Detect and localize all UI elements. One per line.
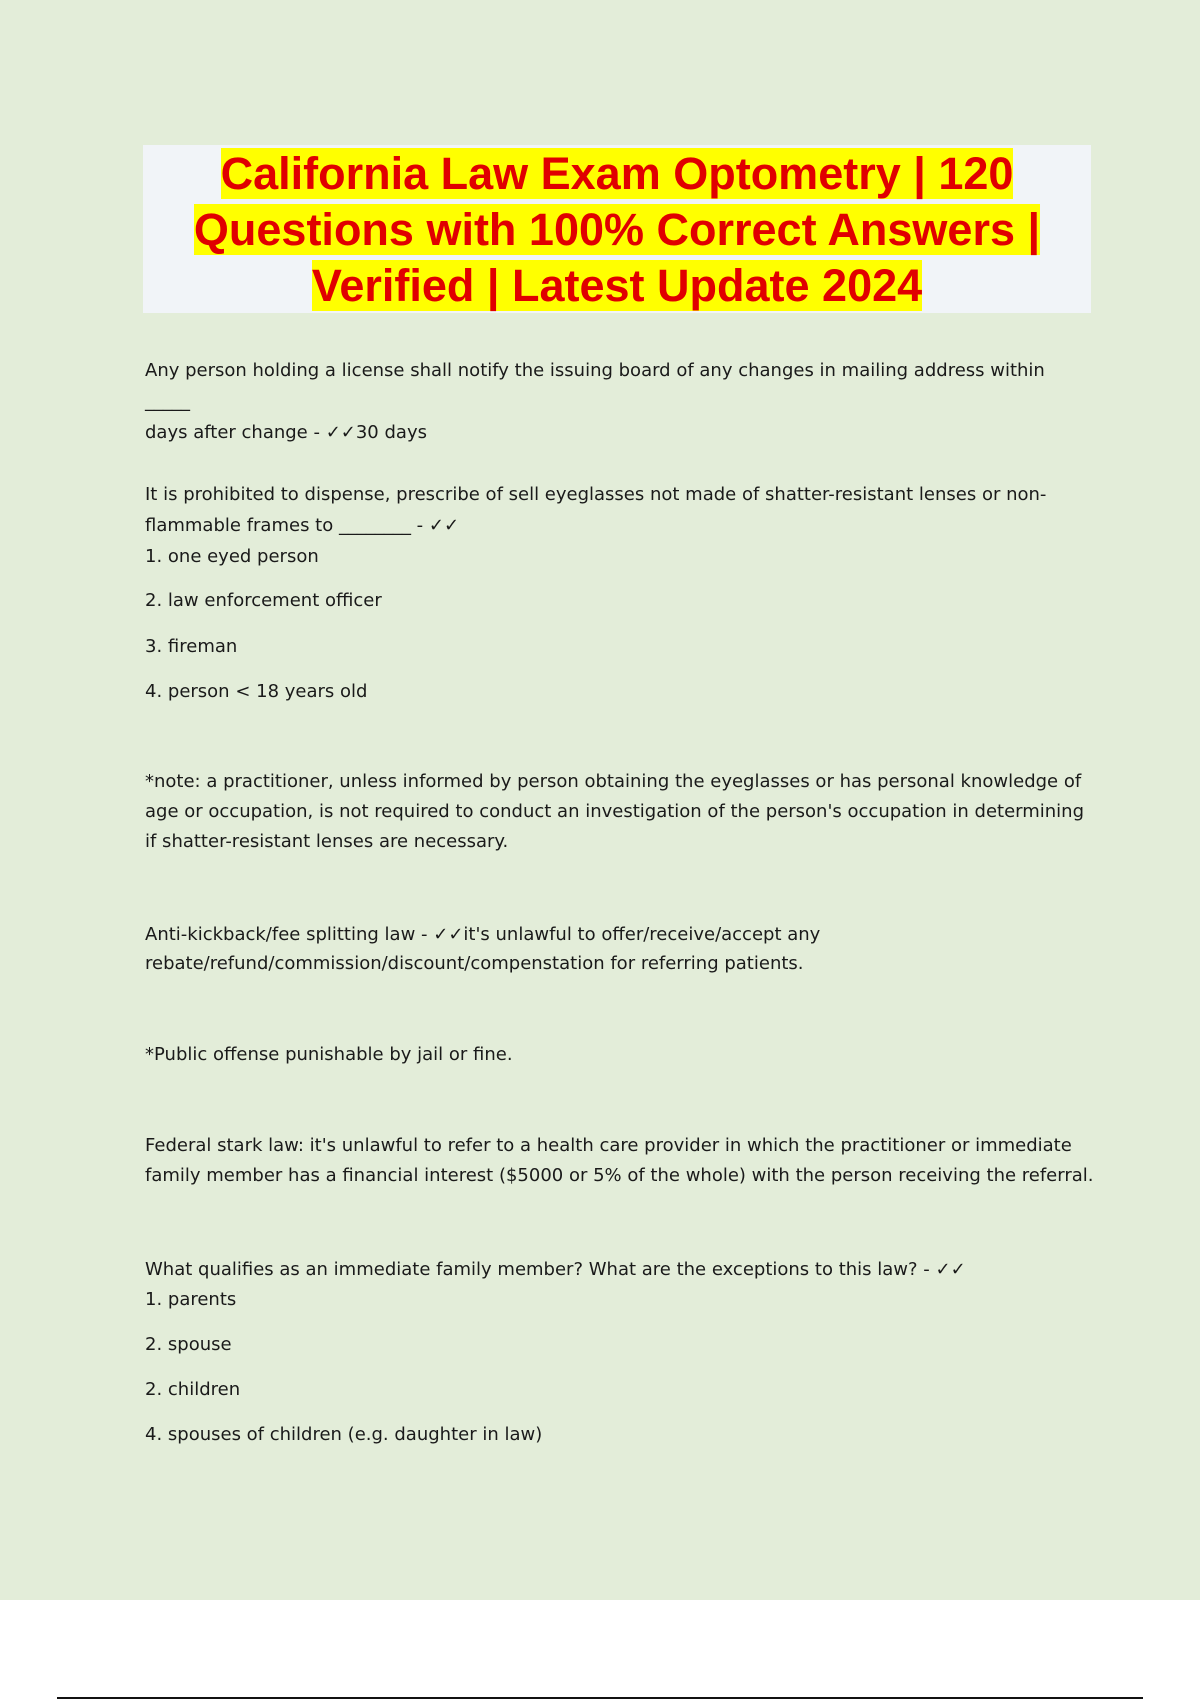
- footer-divider: [57, 1697, 1143, 1699]
- question-line: family member has a financial interest ($5000 or 5% of the whole) with the person receiving the referral.: [145, 1165, 1094, 1186]
- title-line-3: Verified | Latest Update 2024: [311, 260, 923, 311]
- list-item: 2. spouse: [145, 1334, 232, 1355]
- document-title: [143, 145, 1091, 313]
- list-item: 1. parents: [145, 1289, 237, 1310]
- question-line: It is prohibited to dispense, prescribe of sell eyeglasses not made of shatter-resistant lenses or non-: [145, 484, 1047, 505]
- list-item: 2. law enforcement officer: [145, 590, 382, 611]
- question-family-member: [145, 1254, 1095, 1285]
- question-line: Anti-kickback/fee splitting law - ✓✓it's unlawful to offer/receive/accept any: [145, 924, 821, 945]
- note-line: age or occupation, is not required to conduct an investigation of the person's occupation in determining: [145, 801, 1085, 822]
- question-stark-law: [145, 1131, 1095, 1191]
- question-line: days after change - ✓✓30 days: [145, 422, 427, 443]
- note-line: if shatter-resistant lenses are necessary.: [145, 831, 509, 852]
- question-address-change: [145, 355, 1095, 448]
- note-line: *note: a practitioner, unless informed by person obtaining the eyeglasses or has personal knowledge of: [145, 771, 1082, 792]
- title-line-1: California Law Exam Optometry | 120: [220, 148, 1014, 199]
- question-line: What qualifies as an immediate family member? What are the exceptions to this law? - ✓✓: [145, 1259, 966, 1280]
- list-item: 4. spouses of children (e.g. daughter in law): [145, 1424, 543, 1445]
- question-line: rebate/refund/commission/discount/compenstation for referring patients.: [145, 953, 804, 974]
- question-line: flammable frames to ________ - ✓✓: [145, 515, 460, 536]
- question-line: Any person holding a license shall notify the issuing board of any changes in mailing address within _____: [145, 360, 1045, 412]
- list-item: 1. one eyed person: [145, 546, 319, 567]
- question-line: Federal stark law: it's unlawful to refer to a health care provider in which the practitioner or immediate: [145, 1135, 1072, 1156]
- note-public-offense: [145, 1039, 1095, 1070]
- list-item: 2. children: [145, 1379, 241, 1400]
- question-anti-kickback: [145, 920, 1095, 978]
- note-line: *Public offense punishable by jail or fine.: [145, 1044, 513, 1065]
- question-shatter-resistant: [145, 479, 1095, 541]
- list-item: 4. person < 18 years old: [145, 681, 368, 702]
- list-item: 3. fireman: [145, 636, 238, 657]
- note-shatter-resistant: [145, 767, 1095, 857]
- title-line-2: Questions with 100% Correct Answers |: [193, 204, 1041, 255]
